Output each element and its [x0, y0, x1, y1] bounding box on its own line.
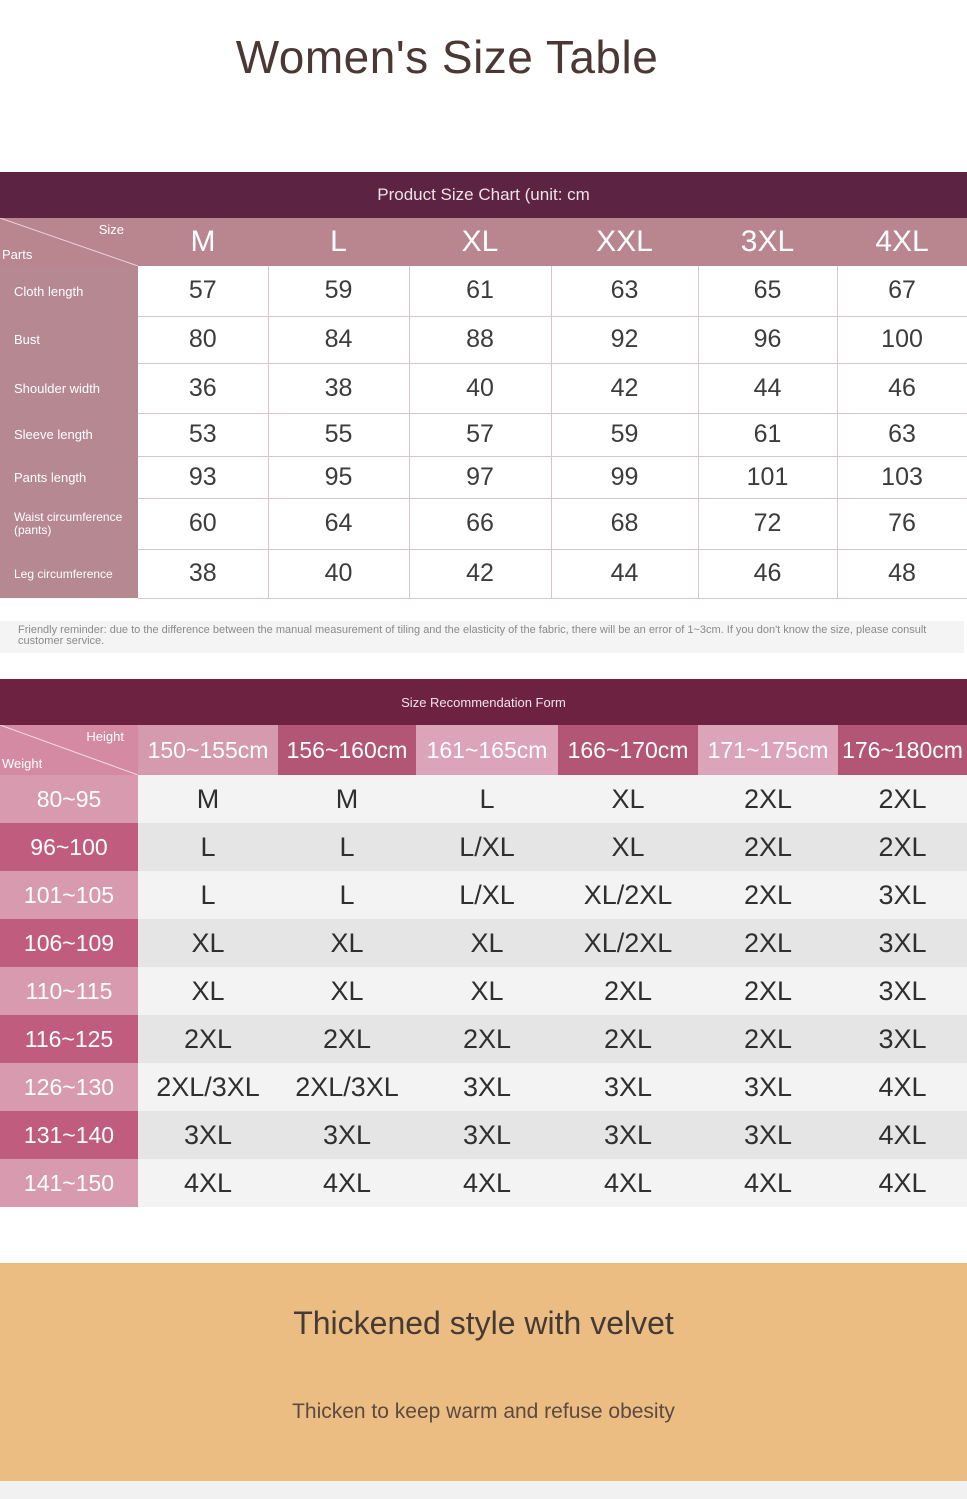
- recommended-size: 4XL: [558, 1159, 698, 1207]
- recommendation-title: Size Recommendation Form: [0, 679, 967, 725]
- table-row: [0, 1015, 967, 1063]
- recommended-size: XL/2XL: [558, 871, 698, 919]
- size-value: 44: [551, 549, 698, 598]
- recommended-size: 2XL: [838, 775, 967, 823]
- size-value: 96: [698, 316, 837, 363]
- recommended-size: 4XL: [278, 1159, 416, 1207]
- recommended-size: L/XL: [416, 823, 558, 871]
- recommended-size: 3XL: [278, 1111, 416, 1159]
- recommended-size: 2XL: [558, 1015, 698, 1063]
- weight-label: 141~150: [0, 1159, 138, 1207]
- recommended-size: 2XL: [698, 775, 838, 823]
- size-value: 76: [837, 498, 967, 549]
- recommended-size: XL: [138, 967, 278, 1015]
- size-header: XL: [409, 218, 551, 266]
- recommended-size: XL/2XL: [558, 919, 698, 967]
- size-value: 61: [698, 413, 837, 456]
- size-header: XXL: [551, 218, 698, 266]
- weight-label: 110~115: [0, 967, 138, 1015]
- recommended-size: 3XL: [838, 871, 967, 919]
- part-label: Shoulder width: [0, 363, 138, 413]
- size-value: 63: [551, 266, 698, 316]
- table-row: [0, 363, 967, 413]
- size-value: 42: [551, 363, 698, 413]
- part-label: Pants length: [0, 456, 138, 498]
- recommended-size: 2XL: [838, 823, 967, 871]
- size-header: L: [268, 218, 409, 266]
- size-value: 97: [409, 456, 551, 498]
- friendly-reminder-note: Friendly reminder: due to the difference between the manual measurement of tiling and the elasticity of the fabric, there will be an error of 1~3cm. If you don't know the size, please consult customer service.: [0, 621, 964, 653]
- table-row: [0, 1159, 967, 1207]
- table-row: [0, 498, 967, 549]
- recommended-size: L: [138, 871, 278, 919]
- size-value: 67: [837, 266, 967, 316]
- recommendation-corner-cell: [0, 725, 138, 775]
- size-value: 48: [837, 549, 967, 598]
- height-header: 150~155cm: [138, 725, 278, 775]
- recommended-size: 4XL: [698, 1159, 838, 1207]
- size-value: 80: [138, 316, 268, 363]
- recommended-size: 2XL/3XL: [138, 1063, 278, 1111]
- velvet-banner: [0, 1263, 967, 1481]
- corner-size-label: Size: [98, 222, 124, 237]
- size-value: 46: [698, 549, 837, 598]
- height-header: 171~175cm: [698, 725, 838, 775]
- recommended-size: XL: [416, 919, 558, 967]
- table-row: [0, 1063, 967, 1111]
- recommended-size: XL: [278, 967, 416, 1015]
- table-row: [0, 413, 967, 456]
- weight-label: 106~109: [0, 919, 138, 967]
- size-value: 93: [138, 456, 268, 498]
- size-recommendation-form: [0, 679, 967, 1207]
- weight-label: 80~95: [0, 775, 138, 823]
- corner-parts-label: Parts: [2, 247, 33, 262]
- recommended-size: L: [278, 823, 416, 871]
- recommended-size: XL: [278, 919, 416, 967]
- size-value: 66: [409, 498, 551, 549]
- recommended-size: 2XL: [698, 967, 838, 1015]
- recommended-size: 4XL: [838, 1111, 967, 1159]
- size-value: 95: [268, 456, 409, 498]
- table-row: [0, 967, 967, 1015]
- part-label: Cloth length: [0, 266, 138, 316]
- size-value: 46: [837, 363, 967, 413]
- weight-label: 126~130: [0, 1063, 138, 1111]
- size-value: 68: [551, 498, 698, 549]
- size-value: 57: [138, 266, 268, 316]
- recommendation-header-row: [0, 725, 967, 775]
- size-value: 63: [837, 413, 967, 456]
- recommended-size: 3XL: [416, 1063, 558, 1111]
- size-value: 72: [698, 498, 837, 549]
- corner-height-label: Height: [86, 729, 124, 744]
- size-value: 36: [138, 363, 268, 413]
- recommended-size: 3XL: [838, 919, 967, 967]
- recommended-size: 2XL: [558, 967, 698, 1015]
- product-size-chart: [0, 172, 967, 599]
- size-value: 42: [409, 549, 551, 598]
- part-label: Leg circumference: [0, 549, 138, 598]
- size-value: 84: [268, 316, 409, 363]
- recommended-size: M: [138, 775, 278, 823]
- height-header: 166~170cm: [558, 725, 698, 775]
- size-value: 88: [409, 316, 551, 363]
- weight-label: 116~125: [0, 1015, 138, 1063]
- recommended-size: 4XL: [138, 1159, 278, 1207]
- recommended-size: 2XL: [416, 1015, 558, 1063]
- recommended-size: 2XL: [138, 1015, 278, 1063]
- page-title: Women's Size Table: [235, 31, 659, 83]
- height-header: 161~165cm: [416, 725, 558, 775]
- recommended-size: 3XL: [558, 1111, 698, 1159]
- table-row: [0, 919, 967, 967]
- recommended-size: L/XL: [416, 871, 558, 919]
- recommended-size: 4XL: [838, 1159, 967, 1207]
- recommended-size: 2XL: [278, 1015, 416, 1063]
- recommended-size: XL: [558, 823, 698, 871]
- weight-label: 131~140: [0, 1111, 138, 1159]
- corner-weight-label: Weight: [2, 756, 43, 771]
- recommended-size: 2XL: [698, 871, 838, 919]
- recommended-size: 3XL: [698, 1111, 838, 1159]
- table-row: [0, 871, 967, 919]
- size-value: 99: [551, 456, 698, 498]
- size-value: 61: [409, 266, 551, 316]
- size-header: M: [138, 218, 268, 266]
- recommended-size: 3XL: [138, 1111, 278, 1159]
- recommended-size: 3XL: [838, 1015, 967, 1063]
- part-label: Bust: [0, 316, 138, 363]
- table-row: [0, 456, 967, 498]
- recommended-size: XL: [558, 775, 698, 823]
- size-value: 101: [698, 456, 837, 498]
- size-value: 64: [268, 498, 409, 549]
- table-row: [0, 549, 967, 598]
- size-value: 53: [138, 413, 268, 456]
- size-value: 60: [138, 498, 268, 549]
- recommended-size: 2XL: [698, 919, 838, 967]
- table-row: [0, 1111, 967, 1159]
- table-row: [0, 823, 967, 871]
- size-value: 59: [551, 413, 698, 456]
- size-value: 59: [268, 266, 409, 316]
- recommended-size: 3XL: [698, 1063, 838, 1111]
- height-header: 156~160cm: [278, 725, 416, 775]
- recommended-size: L: [278, 871, 416, 919]
- size-value: 40: [268, 549, 409, 598]
- recommended-size: XL: [138, 919, 278, 967]
- recommended-size: 2XL: [698, 1015, 838, 1063]
- recommended-size: 3XL: [838, 967, 967, 1015]
- part-label: Waist circumference (pants): [0, 498, 138, 549]
- size-value: 103: [837, 456, 967, 498]
- recommended-size: XL: [416, 967, 558, 1015]
- size-value: 65: [698, 266, 837, 316]
- size-chart-corner-cell: [0, 218, 138, 266]
- recommended-size: M: [278, 775, 416, 823]
- bottom-divider: [0, 1481, 967, 1499]
- recommended-size: L: [138, 823, 278, 871]
- size-chart-title: Product Size Chart (unit: cm: [0, 172, 967, 218]
- height-header: 176~180cm: [838, 725, 967, 775]
- size-value: 44: [698, 363, 837, 413]
- recommended-size: 4XL: [416, 1159, 558, 1207]
- recommended-size: 3XL: [558, 1063, 698, 1111]
- size-value: 38: [138, 549, 268, 598]
- recommended-size: 2XL/3XL: [278, 1063, 416, 1111]
- banner-subtitle: Thicken to keep warm and refuse obesity: [292, 1400, 675, 1423]
- size-value: 100: [837, 316, 967, 363]
- size-value: 55: [268, 413, 409, 456]
- banner-title: Thickened style with velvet: [293, 1305, 674, 1341]
- size-value: 57: [409, 413, 551, 456]
- part-label: Sleeve length: [0, 413, 138, 456]
- size-header: 3XL: [698, 218, 837, 266]
- recommended-size: 4XL: [838, 1063, 967, 1111]
- table-row: [0, 775, 967, 823]
- weight-label: 96~100: [0, 823, 138, 871]
- size-value: 40: [409, 363, 551, 413]
- size-header: 4XL: [837, 218, 967, 266]
- recommended-size: 2XL: [698, 823, 838, 871]
- size-value: 92: [551, 316, 698, 363]
- table-row: [0, 316, 967, 363]
- size-value: 38: [268, 363, 409, 413]
- table-row: [0, 266, 967, 316]
- weight-label: 101~105: [0, 871, 138, 919]
- recommended-size: L: [416, 775, 558, 823]
- recommended-size: 3XL: [416, 1111, 558, 1159]
- size-chart-header-row: [0, 218, 967, 266]
